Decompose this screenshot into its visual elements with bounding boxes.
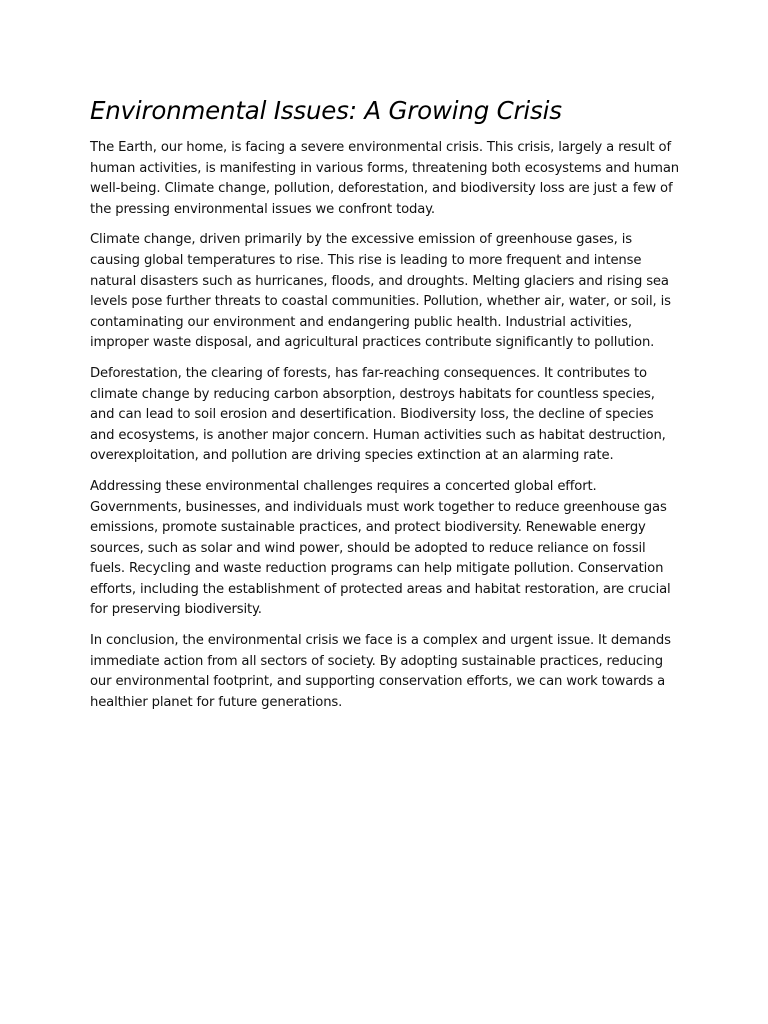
document-title: Environmental Issues: A Growing Crisis (90, 96, 562, 125)
paragraph-climate-pollution: Climate change, driven primarily by the excessive emission of greenhouse gases, is causing global temperatures to rise. This rise is leading to more frequent and intense natural disasters such as hurricanes, floods, and droughts. Melting glaciers and rising sea levels pose further threats to coastal communities. Pollution, whether air, water, or soil, is contaminating our environment and endangering public health. Industrial activities, improper waste disposal, and agricultural practices contribute significantly to pollution. (90, 232, 671, 351)
paragraph-solutions: Addressing these environmental challenges requires a concerted global effort. Governments, businesses, and individuals must work together to reduce greenhouse gas emissions, promote sustainable practices, and protect biodiversity. Renewable energy sources, such as solar and wind power, should be adopted to reduce reliance on fossil fuels. Recycling and waste reduction programs can help mitigate pollution. Conservation efforts, including the establishment of protected areas and habitat restoration, are crucial for preserving biodiversity. (90, 478, 671, 618)
paragraph-conclusion: In conclusion, the environmental crisis we face is a complex and urgent issue. It demands immediate action from all sectors of society. By adopting sustainable practices, reducing our environmental footprint, and supporting conservation efforts, we can work towards a healthier planet for future generations. (90, 633, 671, 710)
paragraph-deforestation-biodiversity: Deforestation, the clearing of forests, has far-reaching consequences. It contributes to climate change by reducing carbon absorption, destroys habitats for countless species, and can lead to soil erosion and desertification. Biodiversity loss, the decline of species and ecosystems, is another major concern. Human activities such as habitat destruction, overexploitation, and pollution are driving species extinction at an alarming rate. (90, 365, 666, 464)
document-body (90, 96, 680, 723)
paragraph-intro: The Earth, our home, is facing a severe environmental crisis. This crisis, largely a result of human activities, is manifesting in various forms, threatening both ecosystems and human well-being. Climate change, pollution, deforestation, and biodiversity loss are just a few of the pressing environmental issues we confront today. (90, 140, 679, 217)
